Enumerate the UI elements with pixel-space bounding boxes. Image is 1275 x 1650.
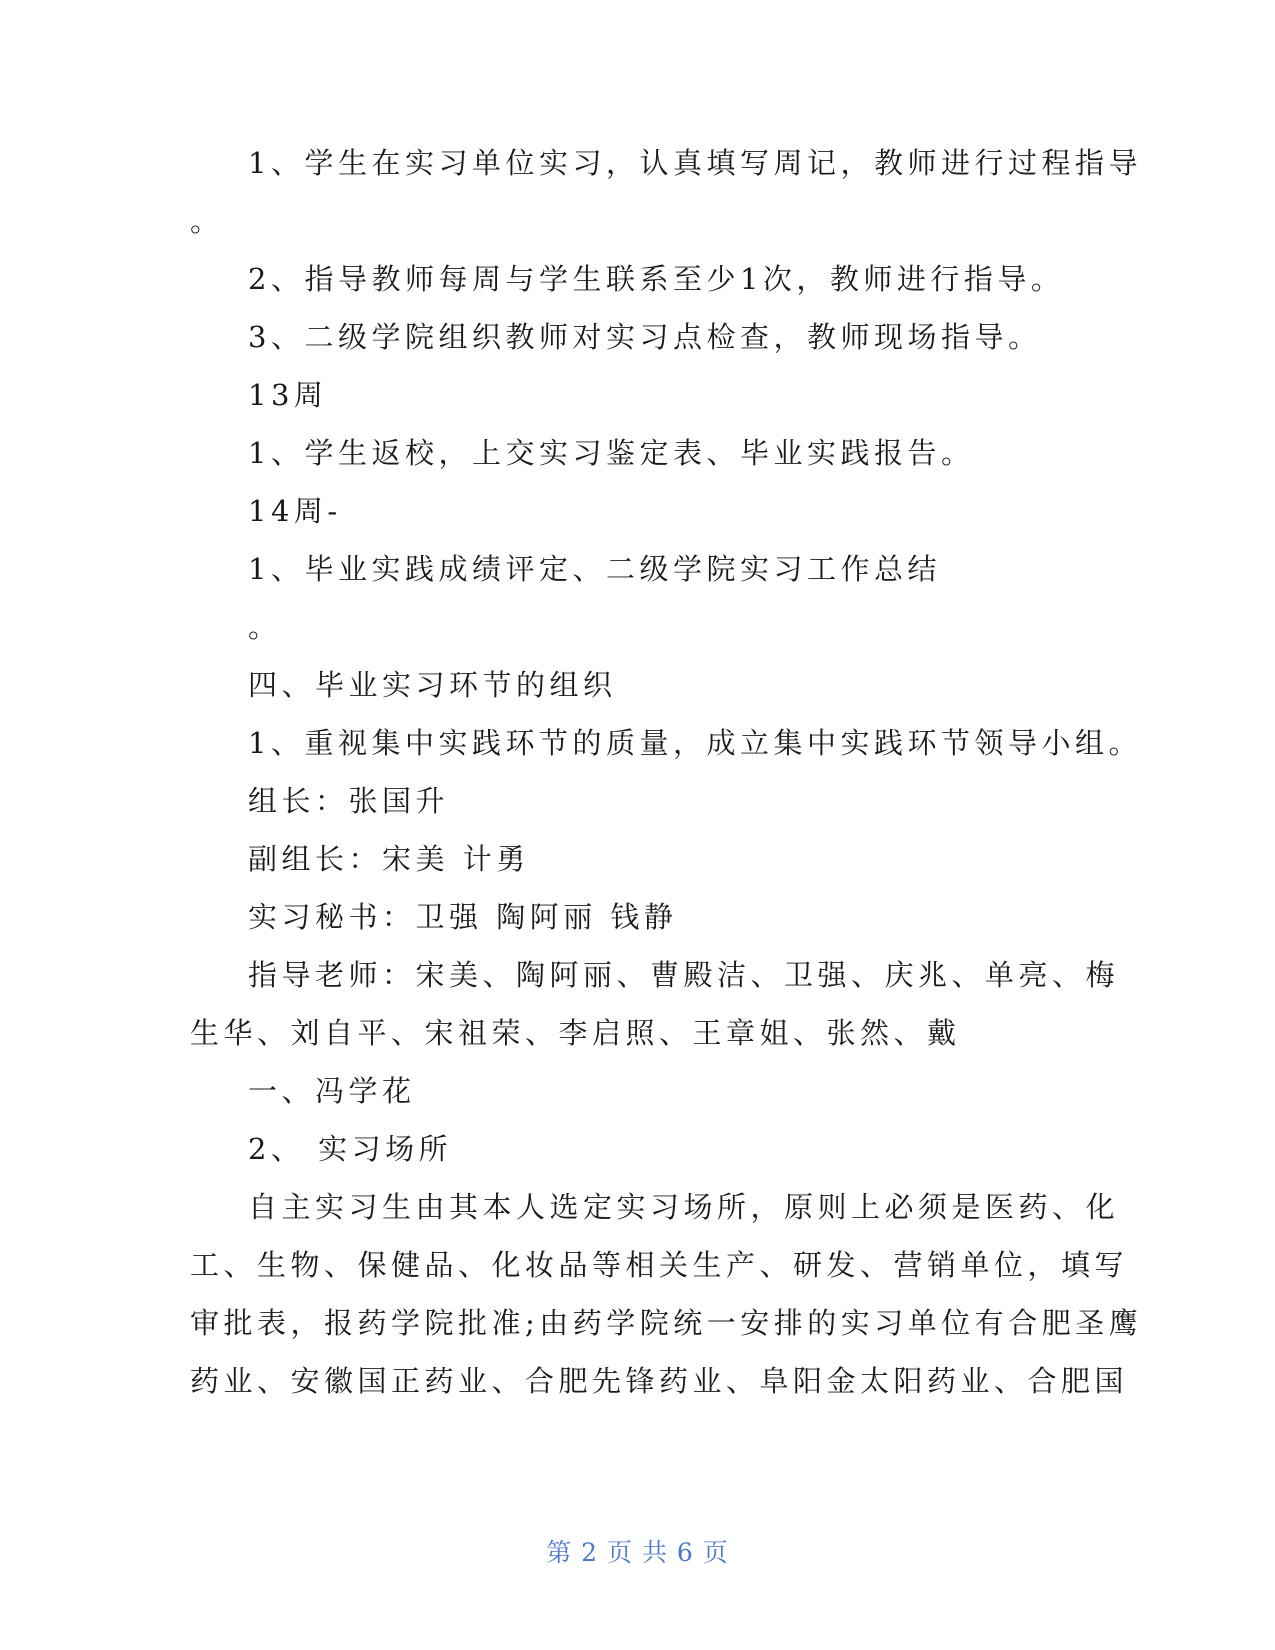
text-line: 审批表，报药学院批准;由药学院统一安排的实习单位有合肥圣鹰 bbox=[190, 1306, 1143, 1340]
text-line: 1、重视集中实践环节的质量，成立集中实践环节领导小组。 bbox=[248, 726, 1142, 760]
text-line: 2、指导教师每周与学生联系至少1次，教师进行指导。 bbox=[248, 262, 1065, 296]
text-line: 生华、刘自平、宋祖荣、李启照、王章姐、张然、戴 bbox=[190, 1016, 961, 1050]
page-number-footer: 第 2 页 共 6 页 bbox=[546, 1538, 729, 1567]
text-line: 1、学生返校，上交实习鉴定表、毕业实践报告。 bbox=[248, 436, 975, 470]
text-line: 自主实习生由其本人选定实习场所，原则上必须是医药、化 bbox=[248, 1190, 1120, 1224]
text-line: 。 bbox=[190, 204, 224, 238]
text-line: 3、二级学院组织教师对实习点检查，教师现场指导。 bbox=[248, 320, 1042, 354]
text-line: 。 bbox=[248, 610, 282, 644]
text-line: 一、冯学花 bbox=[248, 1074, 416, 1108]
text-line: 副组长：宋美 计勇 bbox=[248, 842, 530, 876]
text-line: 指导老师：宋美、陶阿丽、曹殿洁、卫强、庆兆、单亮、梅 bbox=[248, 958, 1120, 992]
text-line: 药业、安徽国正药业、合肥先锋药业、阜阳金太阳药业、合肥国 bbox=[190, 1364, 1129, 1398]
text-line: 2、 实习场所 bbox=[248, 1132, 453, 1166]
text-line: 工、生物、保健品、化妆品等相关生产、研发、营销单位，填写 bbox=[190, 1248, 1129, 1282]
section-heading: 四、毕业实习环节的组织 bbox=[248, 668, 617, 702]
text-line: 1、学生在实习单位实习，认真填写周记，教师进行过程指导 bbox=[248, 146, 1142, 180]
text-line: 1、毕业实践成绩评定、二级学院实习工作总结 bbox=[248, 552, 941, 586]
text-line: 实习秘书：卫强 陶阿丽 钱静 bbox=[248, 900, 678, 934]
text-line: 14周- bbox=[248, 494, 342, 528]
text-line: 13周 bbox=[248, 378, 328, 412]
text-line: 组长：张国升 bbox=[248, 784, 450, 818]
